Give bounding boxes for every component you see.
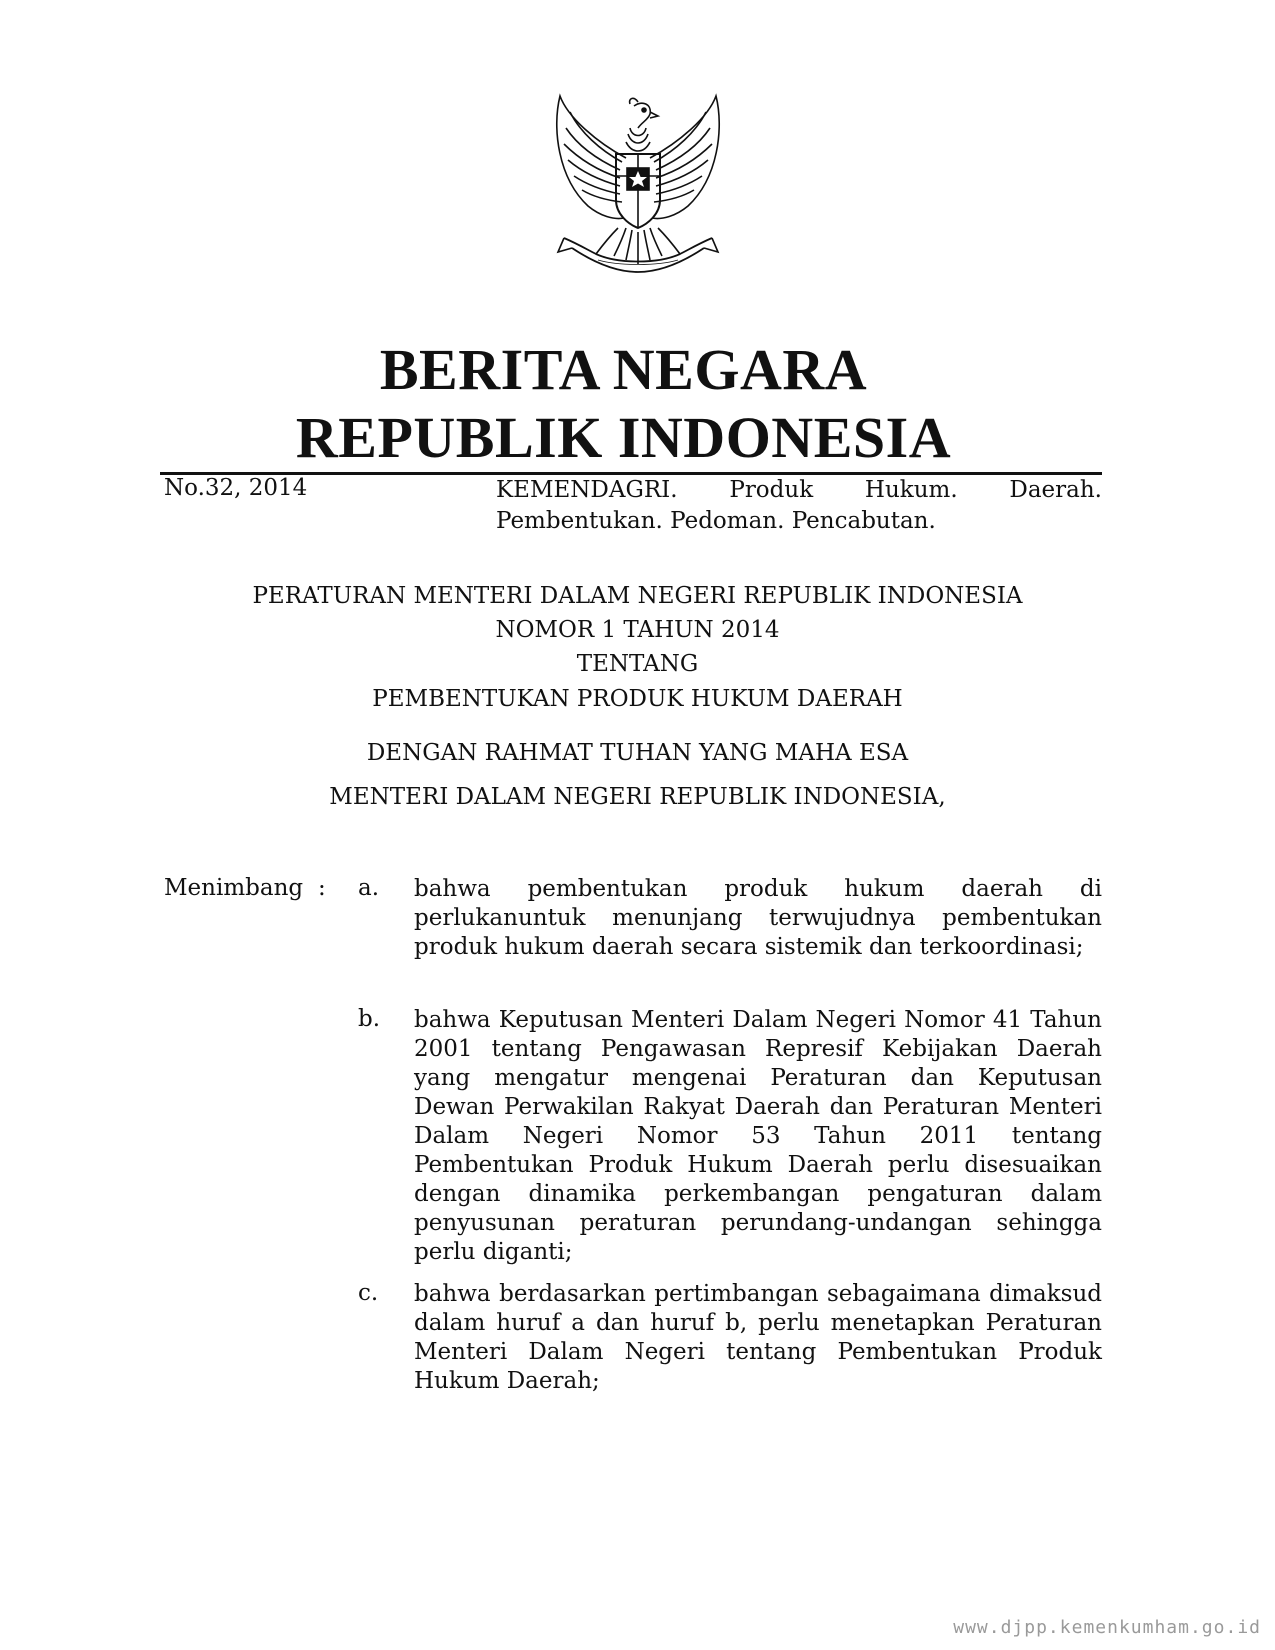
subject-line1: KEMENDAGRI. Produk Hukum. Daerah. bbox=[496, 477, 1102, 503]
consideration-text-a: bahwa pembentukan produk hukum daerah di perlukanuntuk menunjang terwujudnya pembentukan produk hukum daerah secara sistemik dan terkoordinasi; bbox=[414, 876, 1102, 960]
regulation-number: NOMOR 1 TAHUN 2014 bbox=[495, 617, 780, 643]
consideration-letter-c: c. bbox=[358, 1280, 379, 1306]
considering-label: Menimbang bbox=[164, 875, 304, 901]
gazette-title-line2: REPUBLIK INDONESIA bbox=[295, 405, 952, 470]
gazette-number: No.32, 2014 bbox=[164, 475, 308, 501]
considering-colon: : bbox=[318, 875, 326, 901]
regulation-title: PERATURAN MENTERI DALAM NEGERI REPUBLIK INDONESIA bbox=[252, 583, 1023, 609]
garuda-pancasila-emblem-icon bbox=[538, 88, 738, 288]
footer-watermark-url: www.djpp.kemenkumham.go.id bbox=[953, 1617, 1261, 1638]
gazette-subject bbox=[496, 475, 1102, 537]
regulation-subject: PEMBENTUKAN PRODUK HUKUM DAERAH bbox=[372, 686, 903, 712]
consideration-text-c: bahwa berdasarkan pertimbangan sebagaimana dimaksud dalam huruf a dan huruf b, perlu menetapkan Peraturan Menteri Dalam Negeri tentang Pembentukan Produk Hukum Daerah; bbox=[414, 1281, 1102, 1394]
issuing-authority: MENTERI DALAM NEGERI REPUBLIK INDONESIA, bbox=[329, 784, 946, 810]
consideration-letter-a: a. bbox=[358, 875, 380, 901]
subject-line2: Pembentukan. Pedoman. Pencabutan. bbox=[496, 508, 936, 534]
consideration-text-b: bahwa Keputusan Menteri Dalam Negeri Nomor 41 Tahun 2001 tentang Pengawasan Represif Kebijakan Daerah yang mengatur mengenai Peraturan dan Keputusan Dewan Perwakilan Rakyat Daerah dan Peraturan Menteri Dalam Negeri Nomor 53 Tahun 2011 tentang Pembentukan Produk Hukum Daerah perlu disesuaikan dengan dinamika perkembangan pengaturan dalam penyusunan peraturan perundang-undangan sehingga perlu diganti; bbox=[414, 1007, 1102, 1265]
regulation-about: TENTANG bbox=[576, 651, 699, 677]
invocation: DENGAN RAHMAT TUHAN YANG MAHA ESA bbox=[366, 740, 909, 766]
consideration-letter-b: b. bbox=[358, 1006, 381, 1032]
gazette-title-line1: BERITA NEGARA bbox=[379, 337, 868, 402]
